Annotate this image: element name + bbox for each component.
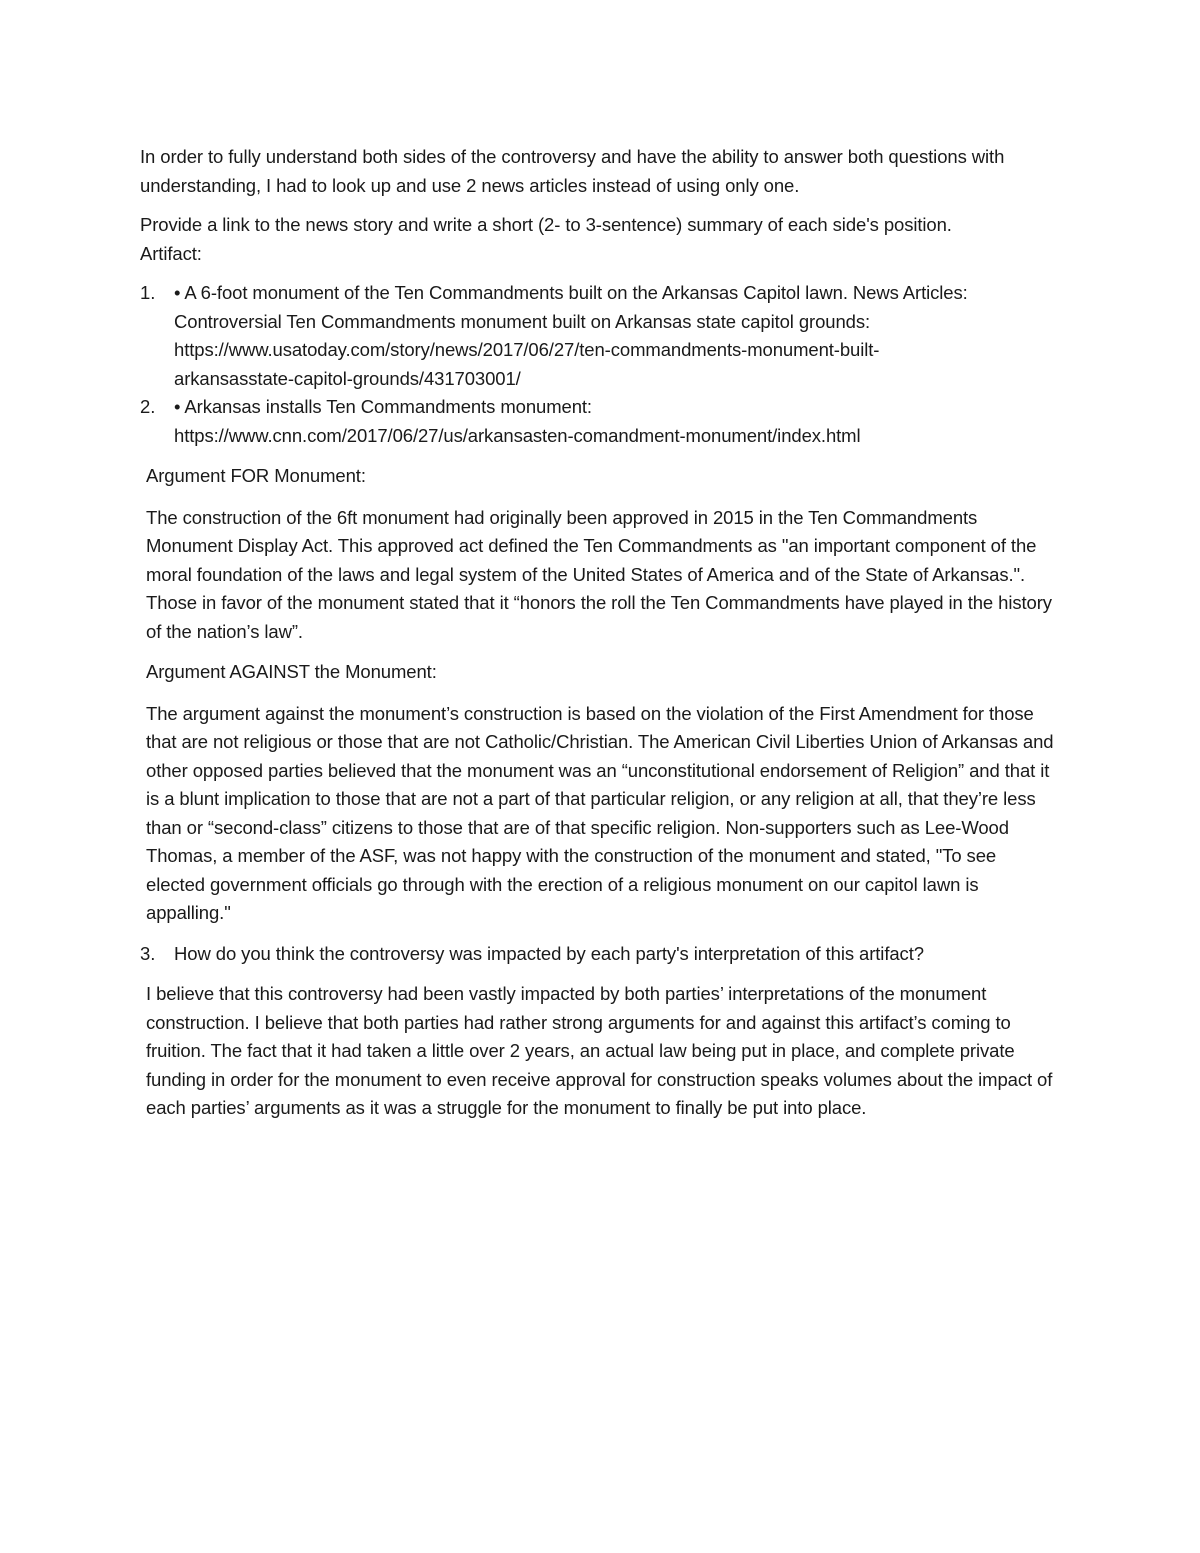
artifact-description: • Arkansas installs Ten Commandments monument: <box>174 396 592 417</box>
question-text: How do you think the controversy was impacted by each party's interpretation of this artifact? <box>174 942 924 964</box>
argument-for-body: The construction of the 6ft monument had originally been approved in 2015 in the Ten Commandments Monument Display Act. This approved act defined the Ten Commandments as "an important component of the moral foundation of the laws and legal system of the United States of America and of the State of Arkansas.". Those in favor of the monument stated that it “honors the roll the Ten Commandments have played in the history of the nation’s law”. <box>146 506 1052 642</box>
instructions-paragraph <box>140 211 1060 268</box>
artifact-list <box>140 279 1060 450</box>
article-link-usatoday[interactable]: https://www.usatoday.com/story/news/2017/06/27/ten-commandments-monument-built- <box>174 339 880 360</box>
list-number: 2. <box>140 396 156 417</box>
list-number: 3. <box>140 942 156 964</box>
article-link-usatoday-continued[interactable]: arkansasstate-capitol-grounds/431703001/ <box>174 367 521 389</box>
intro-paragraph: In order to fully understand both sides of the controversy and have the ability to answer both questions with understanding, I had to look up and use 2 news articles instead of using only one. <box>140 146 1005 196</box>
document-content <box>140 143 1060 1123</box>
instructions-text: Provide a link to the news story and write a short (2- to 3-sentence) summary of each side's position. <box>140 214 952 235</box>
artifact-item-2 <box>140 393 1060 450</box>
list-number: 1. <box>140 282 156 303</box>
answer-paragraph: I believe that this controversy had been vastly impacted by both parties’ interpretations of the monument construction. I believe that both parties had rather strong arguments for and against this artifact’s coming to fruition. The fact that it had taken a little over 2 years, an actual law being put in place, and complete private funding in order for the monument to even receive approval for construction speaks volumes about the impact of each parties’ arguments as it was a struggle for the monument to finally be put into place. <box>146 983 1053 1118</box>
artifact-label: Artifact: <box>140 242 202 264</box>
artifact-item-1 <box>140 279 1060 393</box>
article-link-cnn[interactable]: https://www.cnn.com/2017/06/27/us/arkansasten-comandment-monument/index.html <box>174 424 861 446</box>
question-3 <box>140 940 1060 969</box>
argument-against-heading: Argument AGAINST the Monument: <box>146 661 437 682</box>
argument-for-heading: Argument FOR Monument: <box>146 465 366 486</box>
artifact-description: • A 6-foot monument of the Ten Commandments built on the Arkansas Capitol lawn. News Articles: Controversial Ten Commandments monument built on Arkansas state capitol grounds: <box>174 282 968 332</box>
argument-against-body: The argument against the monument’s construction is based on the violation of the First Amendment for those that are not religious or those that are not Catholic/Christian. The American Civil Liberties Union of Arkansas and other opposed parties believed that the monument was an “unconstitutional endorsement of Religion” and that it is a blunt implication to those that are not a part of that particular religion, or any religion at all, that they’re less than or “second-class” citizens to those that are of that specific religion. Non-supporters such as Lee-Wood Thomas, a member of the ASF, was not happy with the construction of the monument and stated, "To see elected government officials go through with the erection of a religious monument on our capitol lawn is appalling." <box>146 702 1054 923</box>
